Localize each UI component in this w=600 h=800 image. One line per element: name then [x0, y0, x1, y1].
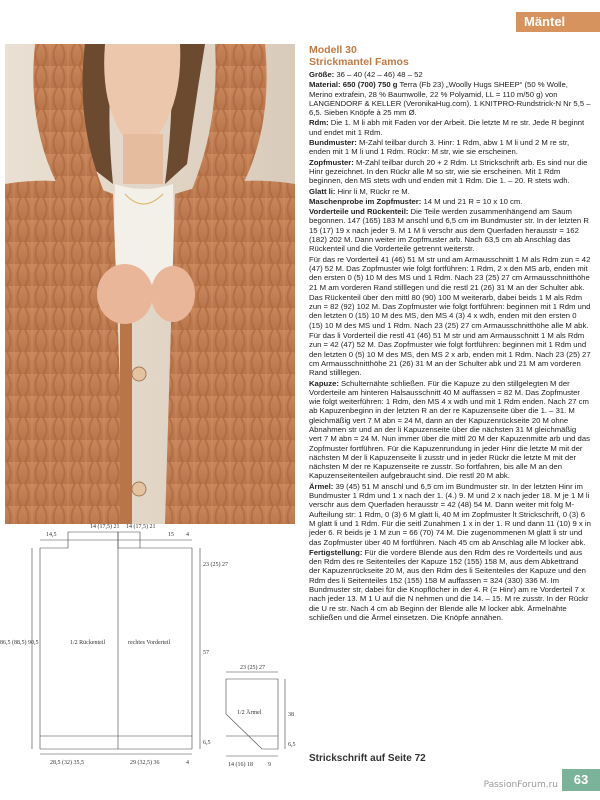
schematic-sleeve-bottom-1: 14 (16) 18	[228, 762, 253, 768]
instruction-paragraph	[309, 255, 591, 292]
instruction-text: Für das li Vorderteil die restl 41 (46) 51 M str und am Armausschnitt 1 M als Rdm zun = 42 (47) 52 M. Das Zopfmuster wie folgt fortführen: beginnen mit 1 Rdm und den letzten 0 (5) 10 M des MS, den MS 2 x arb, enden mit 1 Rdm. Nach 23 (25) 27 cm Armausschnitthöhe 21 (26) 31 M an der Schulter abk und 21 M am vorderen Rand stilllegen.	[309, 331, 591, 378]
instruction-text: 14 M und 21 R = 10 x 10 cm.	[423, 196, 523, 206]
schematic-front-label: rechtes Vorderteil	[128, 640, 171, 646]
instruction-text: Für die vordere Blende aus den Rdm des re Vorderteils und aus den Rdm des re Seitenteiles der Kapuze 152 (155) 158 M, aus dem Abkettrand der Kapuzenrückseite 20 M, aus den Rdm des li Seitenteiles der Kapuze und den Rdm des li Seitenteiles 152 (155) 158 M auffassen = 324 (330) 336 M. Im Bundmuster str, dabei für die Knopflöcher in der 4. R (= Hinr) am re Vorderteil 7 x nach jeder 13. M 1 U auf die N nehmen und die 14. – 15. M re zusstr. In der Rückr die U re str. Nach 4 cm ab Beginn der Blende alle M locker abk. Ärmelnähte schließen und die Ärmel einsetzen. Die Knöpfe annähen.	[309, 547, 589, 622]
instruction-label: Glatt li:	[309, 186, 336, 196]
instruction-text: Schulternähte schließen. Für die Kapuze zu den stillgelegten M der Vorderteile am hinteren Halsausschnitt 40 M auffassen = 82 M. Das Zopfmuster wie folgt weiterführen: 1 Rdm, den MS 4 x wdh und mit 1 Rdm enden. Nach 27 cm ab Kapuzenbeginn in der letzten R an der re Kapuzenseite über die 1. – 31. M gleichmäßig vert 7 M abn = 24 M, dann an der Kapuzenrückseite 20 M ohne Abnahmen str und an der li Kapuzenseite über die nächsten 31 M gleichmäßig vert 7 M abn = 24 M. Nun immer über die mittl 20 M der Kapuzenmitte arb und das Zopfmuster fortführen. Für die Kapuzenrundung in jeder Hinr die letzte M mit der nächsten M der li Kapuzenseite li zusstr und in jeder Rückr die letzte M mit der nächsten M der re Kapuzenseite re zusstr. So fortfahren, bis alle M an den Kapuzenseitenteilen aufgebraucht sind. Die restl 20 M abk.	[309, 378, 590, 481]
schematic-sleeve-right-2: 6,5	[288, 742, 296, 748]
instruction-label: Ärmel:	[309, 481, 334, 491]
instruction-text: Die Teile werden zusammenhängend am Saum begonnen. 147 (165) 183 M anschl und 6,5 cm im Bundmuster str. In der letzten R 15 (17) 19 x nach jeder 9. M 1 M li verschr aus dem Querfaden herausstr = 162 (182) 202 M. Dann weiter im Zopfmuster arb. Nach 63,5 cm ab Anschlag das Rückenteil und die Vorderteile getrennt weiterstr.	[309, 207, 589, 254]
instruction-paragraph	[309, 187, 591, 196]
article-title: Strickmantel Famos	[309, 56, 409, 68]
instruction-text: 36 – 40 (42 – 46) 48 – 52	[336, 70, 423, 79]
pattern-text	[309, 44, 591, 623]
schematic-bottom-label-2: 29 (32,5) 36	[130, 760, 160, 766]
schematic-right-label-2: 57	[203, 650, 209, 656]
model-photo	[5, 44, 295, 524]
instruction-paragraph	[309, 80, 591, 117]
schematic-left-label: 86,5 (88,5) 90,5	[0, 640, 39, 646]
page-number: 63	[562, 769, 600, 791]
instruction-paragraph	[309, 118, 591, 137]
schematic-sleeve-bottom-2: 9	[268, 762, 271, 768]
instruction-label: Zopfmuster:	[309, 157, 354, 167]
instruction-label: Fertigstellung:	[309, 547, 363, 557]
instruction-paragraph	[309, 379, 591, 481]
model-number: Modell 30	[309, 44, 357, 56]
instruction-paragraph	[309, 331, 591, 377]
chart-reference-link[interactable]: Strickschrift auf Seite 72	[309, 753, 426, 764]
instruction-text: M-Zahl teilbar durch 3. Hinr: 1 Rdm, abw 1 M li und 2 M re str, enden mit 1 M li und 1 Rdm. Rückr: M str, wie sie erscheinen.	[309, 138, 570, 157]
schematic-back-label: 1/2 Rückenteil	[70, 640, 106, 646]
instruction-label: Maschenprobe im Zopfmuster:	[309, 196, 422, 206]
schematic-bottom-label-3: 4	[186, 760, 189, 766]
instruction-label: Größe:	[309, 70, 335, 79]
instruction-label: Kapuze:	[309, 378, 339, 388]
instruction-text: 39 (45) 51 M anschl und 6,5 cm im Bundmuster str. In der letzten Hinr im Bundmuster 1 Rdm und 1 x nach der 1. (4.) 9. M und 2 x nach jeder 18. M je 1 M li verschr aus dem Querfaden herausstr = 42 (48) 54 M. Dann weiter mit folg M-Aufteilung str: 1 Rdm, 0 (3) 6 M glatt li, 40 M im Zopfmuster lt Strickschrift, 0 (3) 6 M glatt li und 1 Rdm. Für die seitl Zunahmen 1 x in der 1. R und dann 11 (10) 9 x in jeder 6. R beids je 1 M zun = 66 (70) 74 M. Die zugenommenen M glatt li str und das Zopfmuster über 40 M fortführen. Nach 45 cm ab Anschlag alle M locker abk.	[309, 481, 591, 547]
instruction-text: M-Zahl teilbar durch 20 + 2 Rdm. Lt Strickschrift arb. Es sind nur die Hinr gezeichnet. In den Rückr alle M so str, wie sie erscheinen. Mit 1 Rdm beginnen, den MS stets wdh und enden mit 1 Rdm. Die 1. – 20. R stets wdh.	[309, 157, 588, 186]
instruction-text: Hinr li M, Rückr re M.	[337, 186, 410, 196]
instruction-paragraph	[309, 293, 591, 330]
schematic-diagram	[0, 524, 305, 779]
instruction-paragraph	[309, 197, 591, 206]
instruction-label: Material: 650 (700) 750 g	[309, 80, 398, 90]
schematic-top-label-5: 4	[186, 532, 189, 538]
instruction-text: Die 1. M li abh mit Faden vor der Arbeit. Die letzte M re str. Jede R beginnt und endet mit 1 Rdm.	[309, 118, 585, 137]
instruction-paragraph	[309, 548, 591, 622]
instruction-label: Bundmuster:	[309, 138, 357, 148]
schematic-right-label-3: 6,5	[203, 740, 211, 746]
schematic-sleeve-right-1: 38	[288, 712, 294, 718]
schematic-right-label-1: 23 (25) 27	[203, 562, 228, 568]
schematic-sleeve-label: 1/2 Ärmel	[237, 710, 262, 716]
watermark: PassionForum.ru	[483, 780, 558, 790]
schematic-top-label-2: 14 (17,5) 21	[90, 524, 120, 530]
instruction-paragraph	[309, 138, 591, 157]
instruction-paragraph	[309, 207, 591, 253]
instruction-paragraph	[309, 70, 591, 79]
category-tab: Mäntel	[516, 12, 600, 32]
instruction-text: Terra (Fb 23) „Woolly Hugs SHEEP“ (50 % Wolle, Merino extrafein, 28 % Baumwolle, 22 % Polyamid, LL = 110 m/50 g) von LANGENDORF & KELLER (VeronikaHug.com). 1 KNITPRO-Rundstrick-N Nr 5,5 – 6,5. Sieben Knöpfe à 25 mm Ø.	[309, 80, 591, 118]
instruction-paragraph	[309, 158, 591, 186]
instruction-paragraph	[309, 482, 591, 547]
schematic-sleeve-top: 23 (25) 27	[240, 665, 265, 671]
instruction-sections	[309, 70, 591, 622]
instruction-label: Rdm:	[309, 118, 329, 128]
instruction-label: Vorderteile und Rückenteil:	[309, 207, 409, 217]
instruction-text: Das Rückenteil über den mittl 80 (90) 100 M weiterarb, dabei beids 1 M als Rdm zun = 82 (92) 102 M. Das Zopfmuster wie folgt fortführen: beginnen mit 1 Rdm und den letzten 0 (15) 10 M des MS, den MS 4 (3) 4 x wdh, enden mit den ersten 0 (15) 10 M des MS und 1 Rdm. Nach 23 (25) 27 cm Armausschnitthöhe alle M abk.	[309, 292, 591, 330]
instruction-text: Für das re Vorderteil 41 (46) 51 M str und am Armausschnitt 1 M als Rdm zun = 42 (47) 52 M. Das Zopfmuster wie folgt fortführen: 1 Rdm, 2 x den MS arb, enden mit den ersten 0 (5) 10 M des MS und 1 Rdm. Nach 23 (25) 27 cm Armausschnitthöhe 21 M am vorderen Rand stilllegen und die restl 21 (26) 31 M an der Schulter abk.	[309, 254, 591, 292]
schematic-top-label-4: 15	[168, 532, 174, 538]
schematic-bottom-label-1: 28,5 (32) 35,5	[50, 760, 84, 766]
schematic-top-label-3: 14 (17,5) 21	[126, 524, 156, 530]
schematic-top-label-1: 14,5	[46, 532, 57, 538]
